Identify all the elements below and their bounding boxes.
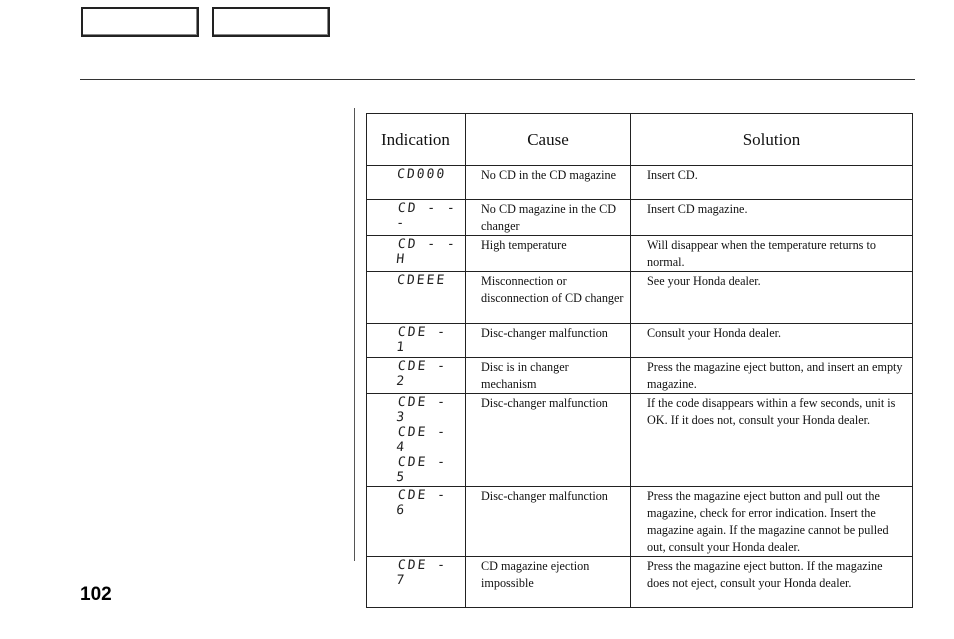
indication-code-line: CDEEE — [396, 273, 447, 288]
indication-code — [367, 200, 466, 236]
cause-text: Disc-changer malfunction — [466, 324, 631, 358]
cause-text: CD magazine ejection impossible — [466, 557, 631, 608]
indication-code-line: CDE - 2 — [395, 359, 448, 389]
table-row — [367, 358, 913, 394]
header-indication: Indication — [367, 114, 466, 166]
indication-code-line: CD000 — [396, 167, 447, 182]
header-divider — [80, 79, 915, 80]
table-row — [367, 272, 913, 324]
solution-text: See your Honda dealer. — [631, 272, 913, 324]
table-row — [367, 324, 913, 358]
indication-code-line: CD - - - — [395, 201, 458, 231]
indication-code — [367, 358, 466, 394]
table-row — [367, 236, 913, 272]
header-cause: Cause — [466, 114, 631, 166]
page-number: 102 — [80, 584, 112, 605]
indication-code-line: CDE - 4 — [395, 425, 448, 455]
nav-button-1[interactable] — [81, 7, 199, 37]
table-row — [367, 487, 913, 557]
solution-text: Press the magazine eject button and pull out the magazine, check for error indication. Insert the magazine again. If the magazine cannot be pulled out, consult your Honda dealer. — [631, 487, 913, 557]
cause-text: High temperature — [466, 236, 631, 272]
table-row — [367, 394, 913, 487]
header-solution: Solution — [631, 114, 913, 166]
table-row — [367, 557, 913, 608]
table-header-row — [367, 114, 913, 166]
indication-code — [367, 324, 466, 358]
indication-code — [367, 236, 466, 272]
cause-text: Misconnection or disconnection of CD changer — [466, 272, 631, 324]
nav-button-2[interactable] — [212, 7, 330, 37]
solution-text: Will disappear when the temperature returns to normal. — [631, 236, 913, 272]
diagnostic-table — [366, 113, 913, 608]
indication-code — [367, 272, 466, 324]
cause-text: No CD magazine in the CD changer — [466, 200, 631, 236]
solution-text: Consult your Honda dealer. — [631, 324, 913, 358]
table-row — [367, 200, 913, 236]
solution-text: Press the magazine eject button, and insert an empty magazine. — [631, 358, 913, 394]
indication-code — [367, 487, 466, 557]
indication-code — [367, 166, 466, 200]
cause-text: Disc-changer malfunction — [466, 487, 631, 557]
solution-text: Press the magazine eject button. If the magazine does not eject, consult your Honda dealer. — [631, 557, 913, 608]
indication-code-line: CDE - 5 — [395, 455, 448, 485]
solution-text: If the code disappears within a few seconds, unit is OK. If it does not, consult your Honda dealer. — [631, 394, 913, 487]
solution-text: Insert CD. — [631, 166, 913, 200]
solution-text: Insert CD magazine. — [631, 200, 913, 236]
indication-code-line: CD - - H — [395, 237, 458, 267]
indication-code-line: CDE - 6 — [395, 488, 448, 518]
indication-code-line: CDE - 3 — [395, 395, 448, 425]
cause-text: Disc-changer malfunction — [466, 394, 631, 487]
indication-code-line: CDE - 1 — [395, 325, 448, 355]
indication-code — [367, 394, 466, 487]
indication-code-line: CDE - 7 — [395, 558, 448, 588]
cause-text: No CD in the CD magazine — [466, 166, 631, 200]
indication-code — [367, 557, 466, 608]
table-row — [367, 166, 913, 200]
cause-text: Disc is in changer mechanism — [466, 358, 631, 394]
margin-rule — [354, 108, 355, 561]
